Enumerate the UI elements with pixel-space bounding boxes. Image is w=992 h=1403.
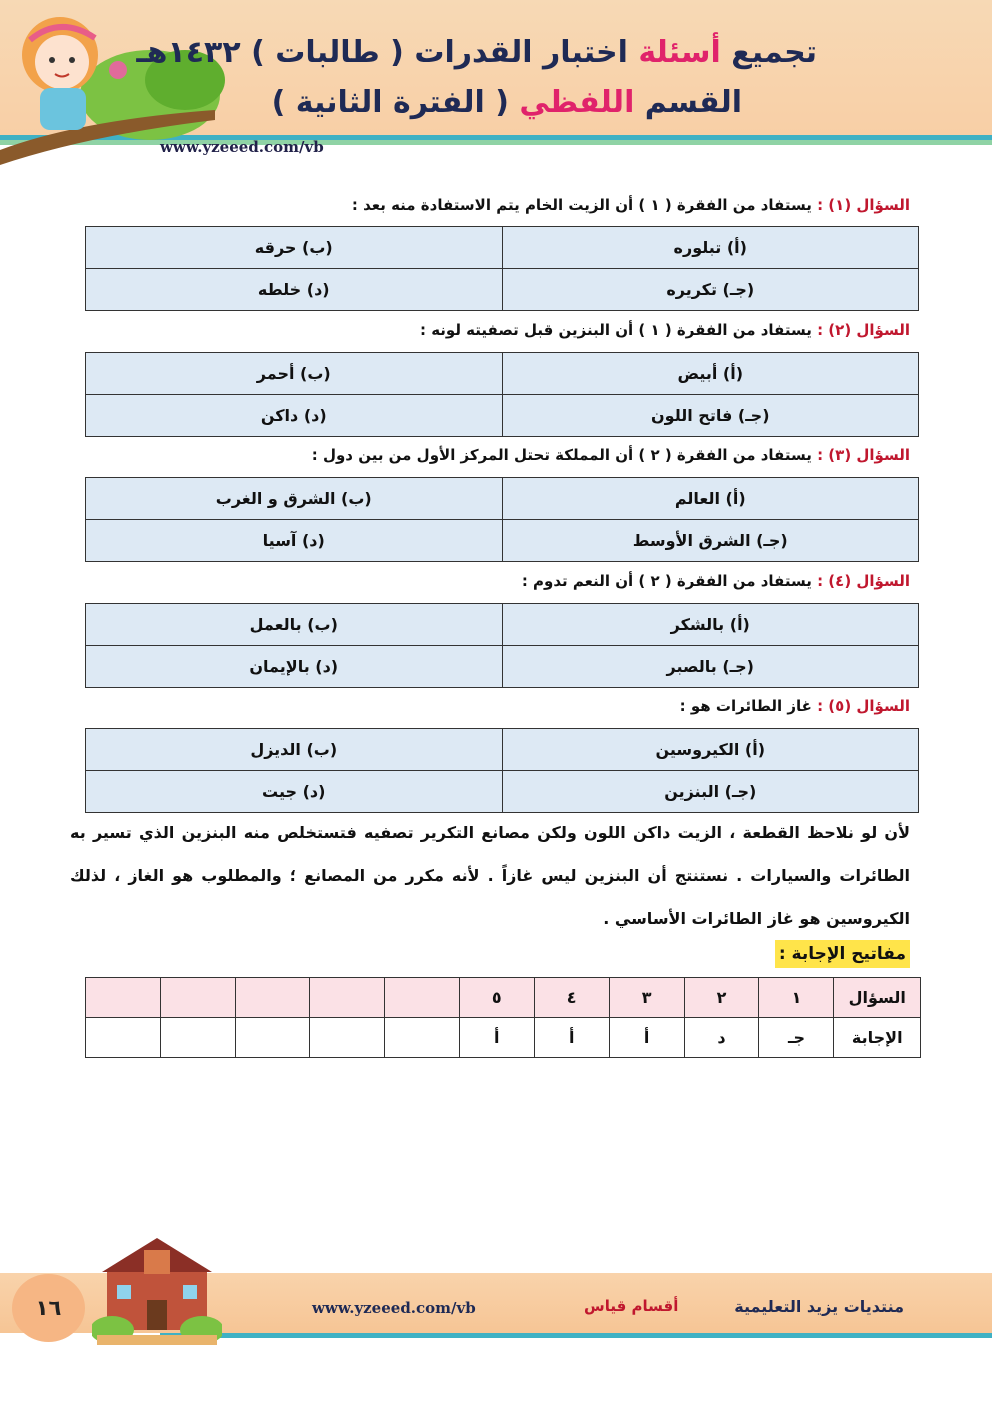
option: (جـ) الشرق الأوسط <box>502 520 919 562</box>
question-5: السؤال (٥) : غاز الطائرات هو : <box>679 697 910 715</box>
option: (أ) أبيض <box>502 353 919 395</box>
question-2-options <box>85 352 919 437</box>
answer-value: أ <box>534 1018 609 1058</box>
answer-key-answer-row <box>86 1018 921 1058</box>
answer-key-question-row <box>86 978 921 1018</box>
footer-divider <box>160 1333 992 1338</box>
question-number: ٤ <box>534 978 609 1018</box>
question-1-options <box>85 226 919 311</box>
question-1: السؤال (١) : يستفاد من الفقرة ( ١ ) أن الزيت الخام يتم الاستفادة منه بعد : <box>351 196 910 214</box>
option: (جـ) البنزين <box>502 771 919 813</box>
option: (أ) العالم <box>502 478 919 520</box>
option: (ب) بالعمل <box>86 604 503 646</box>
question-4: السؤال (٤) : يستفاد من الفقرة ( ٢ ) أن النعم تدوم : <box>521 572 910 590</box>
footer-forum-name: منتديات يزيد التعليمية <box>734 1297 904 1316</box>
answer-key-title: مفاتيح الإجابة : <box>775 940 910 968</box>
answer-value <box>86 1018 161 1058</box>
question-4-options <box>85 603 919 688</box>
answer-value <box>235 1018 310 1058</box>
question-number <box>86 978 161 1018</box>
page-title: تجميع أسئلة اختبار القدرات ( طالبات ) ١٤٣٢هـ <box>136 35 817 70</box>
question-header: السؤال <box>834 978 921 1018</box>
option: (د) خلطه <box>86 269 503 311</box>
question-2: السؤال (٢) : يستفاد من الفقرة ( ١ ) أن البنزين قبل تصفيته لونه : <box>419 321 910 339</box>
header-url: www.yzeeed.com/vb <box>160 138 324 156</box>
question-number <box>160 978 235 1018</box>
answer-value: أ <box>609 1018 684 1058</box>
footer-url: www.yzeeed.com/vb <box>312 1299 476 1317</box>
option: (جـ) بالصبر <box>502 646 919 688</box>
question-number <box>310 978 385 1018</box>
option: (د) داكن <box>86 395 503 437</box>
question-number: ٢ <box>684 978 759 1018</box>
footer-section-label: أقسام قياس <box>584 1297 679 1315</box>
answer-value <box>160 1018 235 1058</box>
option: (ب) الديزل <box>86 729 503 771</box>
answer-key-table <box>85 977 921 1058</box>
school-building-illustration <box>92 1230 222 1350</box>
page-number: ١٦ <box>12 1274 85 1342</box>
option: (د) آسيا <box>86 520 503 562</box>
option: (أ) تبلوره <box>502 227 919 269</box>
answer-value: جـ <box>759 1018 834 1058</box>
answer-header: الإجابة <box>834 1018 921 1058</box>
option: (جـ) فاتح اللون <box>502 395 919 437</box>
option: (أ) بالشكر <box>502 604 919 646</box>
question-number: ٥ <box>459 978 534 1018</box>
answer-value <box>310 1018 385 1058</box>
question-number <box>385 978 460 1018</box>
question-3: السؤال (٣) : يستفاد من الفقرة ( ٢ ) أن المملكة تحتل المركز الأول من بين دول : <box>311 446 910 464</box>
page-subtitle: القسم اللفظي ( الفترة الثانية ) <box>271 85 742 120</box>
question-number: ١ <box>759 978 834 1018</box>
question-number <box>235 978 310 1018</box>
option: (د) جيت <box>86 771 503 813</box>
answer-value: د <box>684 1018 759 1058</box>
question-3-options <box>85 477 919 562</box>
option: (ب) الشرق و الغرب <box>86 478 503 520</box>
option: (ب) حرقه <box>86 227 503 269</box>
option: (أ) الكيروسين <box>502 729 919 771</box>
question-5-options <box>85 728 919 813</box>
answer-value <box>385 1018 460 1058</box>
option: (جـ) تكريره <box>502 269 919 311</box>
option: (ب) أحمر <box>86 353 503 395</box>
answer-value: أ <box>459 1018 534 1058</box>
option: (د) بالإيمان <box>86 646 503 688</box>
answer-explanation: لأن لو نلاحظ القطعة ، الزيت داكن اللون ولكن مصانع التكرير تصفيه فتستخلص منه البنزين الذي تسير به الطائرات والسيارات . نستنتج أن البنزين ليس غازاً . لأنه مكرر من المصانع ؛ والمطلوب هو الغاز ، لذلك الكيروسين هو غاز الطائرات الأساسي . <box>70 823 910 928</box>
question-number: ٣ <box>609 978 684 1018</box>
